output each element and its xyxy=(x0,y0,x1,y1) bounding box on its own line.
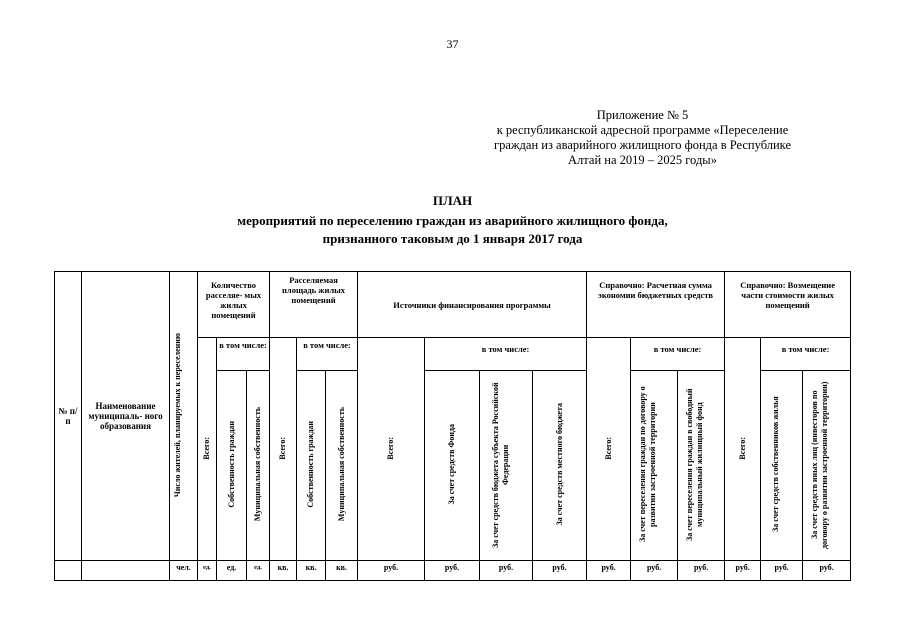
document-subtitle xyxy=(0,212,905,248)
page-number: 37 xyxy=(446,37,459,51)
area-municipal xyxy=(326,371,358,561)
header-residents xyxy=(170,272,198,561)
unit-compensation-total: руб. xyxy=(725,561,761,581)
unit-economy-free-fund: руб. xyxy=(678,561,725,581)
unit-empty-2 xyxy=(82,561,170,581)
source-fund xyxy=(425,371,480,561)
unit-area-municipal: кв. xyxy=(326,561,358,581)
rooms-municipal-text: Муниципальная собственность xyxy=(253,407,263,522)
compensation-total xyxy=(725,338,761,561)
rooms-citizens-text: Собственность граждан xyxy=(226,421,236,508)
unit-subject-budget: руб. xyxy=(480,561,533,581)
unit-fund: руб. xyxy=(425,561,480,581)
unit-people: чел. xyxy=(170,561,198,581)
area-municipal-text: Муниципальная собственность xyxy=(336,407,346,522)
header-area: Расселяемая площадь жилых помещений xyxy=(270,272,358,338)
compensation-owners-text: За счет средств собственников жилья xyxy=(770,396,780,533)
header-rooms-qty: Количество расселяе- мых жилых помещений xyxy=(198,272,270,338)
unit-rooms-municipal: ед. xyxy=(247,561,270,581)
unit-rooms-total: ед. xyxy=(198,561,217,581)
document-title: ПЛАН xyxy=(432,193,473,208)
economy-total-text: Всего: xyxy=(603,436,613,460)
unit-local-budget: руб. xyxy=(533,561,587,581)
compensation-owners xyxy=(761,371,803,561)
unit-compensation-others: руб. xyxy=(803,561,851,581)
rooms-incl: в том числе: xyxy=(217,338,270,371)
rooms-citizens xyxy=(217,371,247,561)
unit-economy-total: руб. xyxy=(587,561,631,581)
header-compensation: Справочно: Возмещение части стоимости жилых помещений xyxy=(725,272,851,338)
area-citizens-text: Собственность граждан xyxy=(306,421,316,508)
header-number: № п/ п xyxy=(55,272,82,561)
unit-economy-development: руб. xyxy=(631,561,678,581)
area-incl: в том числе: xyxy=(297,338,358,371)
unit-rooms-citizens: ед. xyxy=(217,561,247,581)
sources-total xyxy=(358,338,425,561)
resettlement-plan-table xyxy=(54,271,851,581)
compensation-others xyxy=(803,371,851,561)
rooms-total xyxy=(198,338,217,561)
rooms-total-text: Всего: xyxy=(202,436,211,460)
sources-total-text: Всего: xyxy=(386,436,396,460)
economy-incl: в том числе: xyxy=(631,338,725,371)
unit-sources-total: руб. xyxy=(358,561,425,581)
source-fund-text: За счет средств Фонда xyxy=(447,424,457,505)
unit-area-total: кв. xyxy=(270,561,297,581)
appendix-line-3: граждан из аварийного жилищного фонда в Республике xyxy=(494,138,791,152)
header-residents-text: Число жителей, планируемых к переселению xyxy=(172,332,182,498)
appendix-line-2: к республиканской адресной программе «Переселение xyxy=(496,123,789,137)
header-sources: Источники финансирования программы xyxy=(358,272,587,338)
header-municipality: Наименование муниципаль- ного образования xyxy=(82,272,170,561)
compensation-others-text: За счет средств иных лиц (инвесторов по договору о развитии застроенной территории) xyxy=(809,380,829,549)
source-subject-budget xyxy=(480,371,533,561)
unit-compensation-owners: руб. xyxy=(761,561,803,581)
area-total-text: Всего: xyxy=(278,436,288,460)
appendix-header xyxy=(440,108,845,168)
compensation-total-text: Всего: xyxy=(737,436,747,460)
source-local-budget xyxy=(533,371,587,561)
economy-free-fund-text: За счет переселения граждан в свободный муниципальный жилищный фонд xyxy=(685,388,705,541)
compensation-incl: в том числе: xyxy=(761,338,851,371)
unit-empty-1 xyxy=(55,561,82,581)
area-total xyxy=(270,338,297,561)
subtitle-line-2: признанного таковым до 1 января 2017 года xyxy=(322,231,583,246)
economy-development xyxy=(631,371,678,561)
appendix-line-4: Алтай на 2019 – 2025 годы» xyxy=(568,153,717,167)
rooms-municipal xyxy=(247,371,270,561)
subtitle-line-1: мероприятий по переселению граждан из аварийного жилищного фонда, xyxy=(237,213,668,228)
source-subject-budget-text: За счет средств бюджета субъекта Российской Федерации xyxy=(491,381,511,548)
economy-development-text: За счет переселения граждан по договору о развитии застроенной территории xyxy=(638,386,658,543)
area-citizens xyxy=(297,371,326,561)
economy-total xyxy=(587,338,631,561)
economy-free-fund xyxy=(678,371,725,561)
source-local-budget-text: За счет средств местного бюджета xyxy=(554,403,564,526)
header-economy: Справочно: Расчетная сумма экономии бюджетных средств xyxy=(587,272,725,338)
unit-area-citizens: кв. xyxy=(297,561,326,581)
appendix-line-1: Приложение № 5 xyxy=(596,108,689,122)
sources-incl: в том числе: xyxy=(425,338,587,371)
